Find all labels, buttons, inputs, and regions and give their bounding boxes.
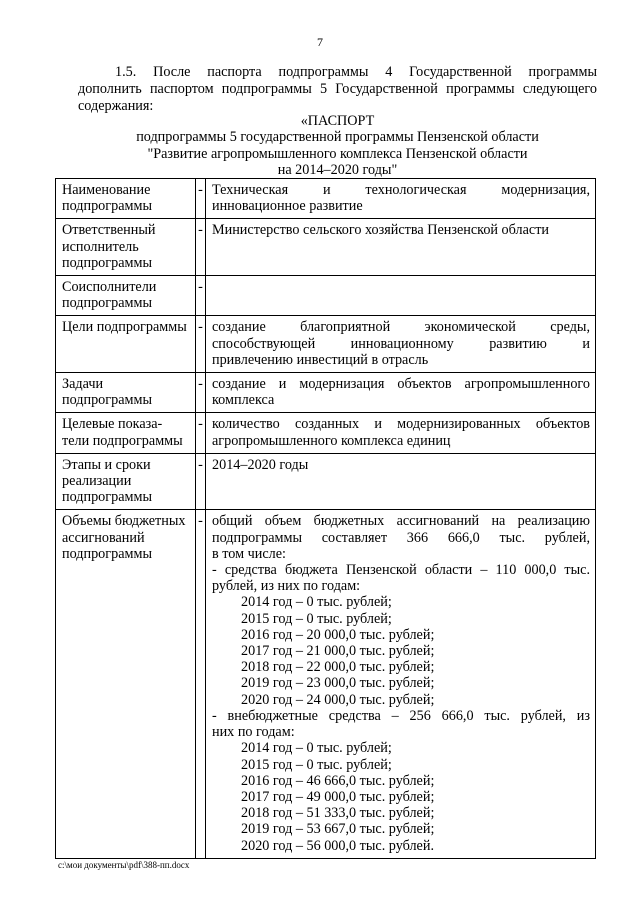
row-dash: - [196,316,206,373]
table-row [56,316,596,373]
year-line: 2019 год – 53 667,0 тыс. рублей; [241,821,435,838]
value-line: количество созданных и модернизированных объектов [212,416,590,433]
value-line: способствующей инновационному развитию и [212,335,590,352]
year-line: 2019 год – 23 000,0 тыс. рублей; [241,675,435,692]
title-line-4: на 2014–2020 годы" [277,162,398,179]
row-value [206,510,596,858]
value-line: привлечению инвестиций в отрасль [212,351,429,368]
row-value [206,373,596,413]
table-row [56,453,596,510]
row-label: Соисполнители подпрограммы [56,276,196,316]
year-line: 2018 год – 22 000,0 тыс. рублей; [241,659,435,676]
row-dash: - [196,373,206,413]
table-row [56,219,596,276]
row-value [206,179,596,219]
year-line: 2015 год – 0 тыс. рублей; [241,756,392,773]
row-label: Объемы бюджетных ассигнований подпрограммы [56,510,196,858]
value-line: подпрограммы составляет 366 666,0 тыс. рублей, [212,529,590,546]
year-line: 2017 год – 49 000,0 тыс. рублей; [241,788,435,805]
row-value: Министерство сельского хозяйства Пензенской области [206,219,596,276]
row-label: Этапы и сроки реализации подпрограммы [56,453,196,510]
value-line: Техническая и технологическая модернизация, [212,182,590,198]
row-value [206,276,596,316]
table-row [56,373,596,413]
value-line: комплекса [212,392,275,409]
table-row [56,179,596,219]
value-line: них по годам: [212,724,295,741]
year-line: 2017 год – 21 000,0 тыс. рублей; [241,643,435,660]
row-dash: - [196,413,206,453]
value-line: - внебюджетные средства – 256 666,0 тыс. рублей, из [212,707,590,724]
row-dash: - [196,219,206,276]
passport-title [78,113,597,179]
passport-table [55,178,596,859]
row-label: Целевые показа- тели подпрограммы [56,413,196,453]
row-value [206,316,596,373]
year-line: 2014 год – 0 тыс. рублей; [241,740,392,757]
year-line: 2020 год – 56 000,0 тыс. рублей. [241,837,434,854]
row-dash: - [196,179,206,219]
value-line: создание благоприятной экономической среды, [212,319,590,336]
value-line: - средства бюджета Пензенской области – 110 000,0 тыс. [212,562,590,579]
value-line: создание и модернизация объектов агропромышленного [212,376,590,393]
row-label: Цели подпрограммы [56,316,196,373]
value-line: рублей, из них по годам: [212,578,361,595]
row-label: Задачи подпрограммы [56,373,196,413]
year-line: 2020 год – 24 000,0 тыс. рублей; [241,691,435,708]
value-line: в том числе: [212,545,286,562]
year-line: 2018 год – 51 333,0 тыс. рублей; [241,805,435,822]
page-number: 7 [317,35,323,49]
title-line-2: подпрограммы 5 государственной программы Пензенской области [136,129,539,146]
title-line-3: "Развитие агропромышленного комплекса Пензенской области [147,145,528,162]
year-line: 2014 год – 0 тыс. рублей; [241,594,392,611]
row-value: 2014–2020 годы [206,453,596,510]
value-line: агропромышленного комплекса единиц [212,432,451,449]
value-line: инновационное развитие [212,198,363,215]
value-line: общий объем бюджетных ассигнований на реализацию [212,513,590,530]
intro-paragraph [78,64,597,114]
row-dash: - [196,510,206,858]
row-value [206,413,596,453]
table-row [56,413,596,453]
year-line: 2016 год – 20 000,0 тыс. рублей; [241,626,435,643]
year-line: 2015 год – 0 тыс. рублей; [241,610,392,627]
row-dash: - [196,453,206,510]
intro-line-1: 1.5. После паспорта подпрограммы 4 Государственной программы [115,64,597,80]
intro-line-3: содержания: [78,97,154,114]
table-row [56,276,596,316]
row-label: Наименование подпрограммы [56,179,196,219]
footer-file-path: c:\мои документы\pdf\388-пп.docx [58,860,190,870]
title-line-1: «ПАСПОРТ [300,113,375,129]
row-label: Ответственный исполнитель подпрограммы [56,219,196,276]
year-line: 2016 год – 46 666,0 тыс. рублей; [241,772,435,789]
intro-line-2: дополнить паспортом подпрограммы 5 Государственной программы следующего [78,80,597,97]
row-dash: - [196,276,206,316]
table-row [56,510,596,858]
